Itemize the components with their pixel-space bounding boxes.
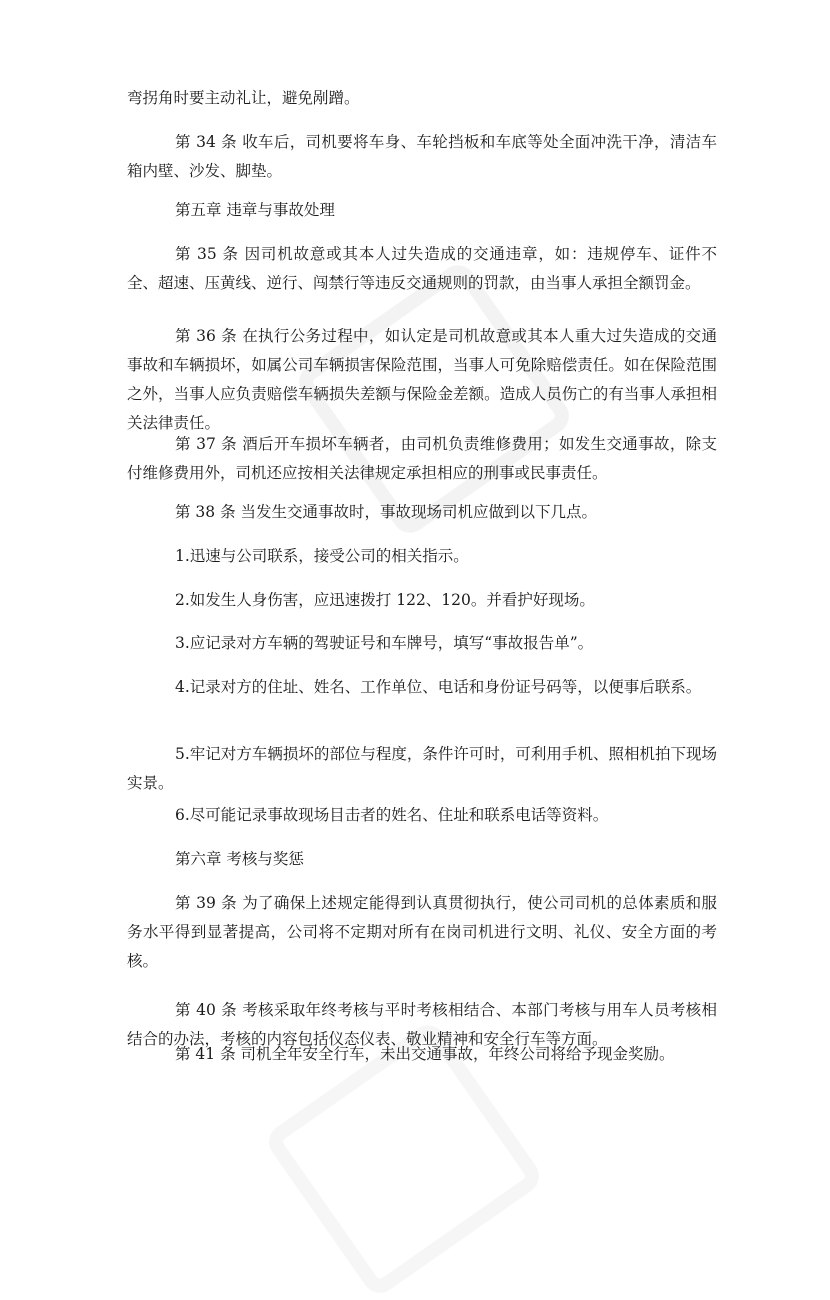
list-item-4: 4.记录对方的住址、姓名、工作单位、电话和身份证号码等，以便事后联系。 [175, 678, 702, 696]
article-41: 第 41 条 司机全年安全行车，未出交通事故，年终公司将给予现金奖励。 [175, 1045, 675, 1063]
article-36: 第 36 条 在执行公务过程中，如认定是司机故意或其本人重大过失造成的交通事故和车辆损坏，如属公司车辆损害保险范围，当事人可免除赔偿责任。如在保险范围之外，当事人应负责赔偿车辆损失差额与保险金差额。造成人员伤亡的有当事人承担相关法律责任。 [127, 327, 717, 432]
list-item-3: 3.应记录对方车辆的驾驶证号和车牌号，填写“事故报告单”。 [175, 634, 594, 652]
article-38: 第 38 条 当发生交通事故时，事故现场司机应做到以下几点。 [175, 503, 598, 521]
list-item-2: 2.如发生人身伤害，应迅速拨打 122、120。并看护好现场。 [175, 591, 595, 609]
chapter-5-heading: 第五章 违章与事故处理 [175, 201, 335, 219]
paragraph-continuation: 弯拐角时要主动礼让，避免剐蹭。 [127, 89, 360, 107]
article-39: 第 39 条 为了确保上述规定能得到认真贯彻执行，使公司司机的总体素质和服务水平得到显著提高，公司将不定期对所有在岗司机进行文明、礼仪、安全方面的考核。 [127, 894, 717, 970]
article-37: 第 37 条 酒后开车损坏车辆者，由司机负责维修费用；如发生交通事故，除支付维修费用外，司机还应按相关法律规定承担相应的刑事或民事责任。 [127, 435, 717, 482]
list-item-1: 1.迅速与公司联系，接受公司的相关指示。 [175, 547, 469, 565]
list-item-6: 6.尽可能记录事故现场目击者的姓名、住址和联系电话等资料。 [175, 806, 609, 824]
article-34: 第 34 条 收车后，司机要将车身、车轮挡板和车底等处全面冲洗干净，清洁车箱内壁、沙发、脚垫。 [127, 133, 717, 180]
chapter-6-heading: 第六章 考核与奖惩 [175, 850, 304, 868]
article-40: 第 40 条 考核采取年终考核与平时考核相结合、本部门考核与用车人员考核相结合的办法，考核的内容包括仪态仪表、敬业精神和安全行车等方面。 [127, 1001, 717, 1048]
article-35: 第 35 条 因司机故意或其本人过失造成的交通违章，如：违规停车、证件不全、超速、压黄线、逆行、闯禁行等违反交通规则的罚款，由当事人承担全额罚金。 [127, 245, 717, 292]
list-item-5: 5.牢记对方车辆损坏的部位与程度，条件许可时，可利用手机、照相机拍下现场实景。 [127, 745, 717, 792]
